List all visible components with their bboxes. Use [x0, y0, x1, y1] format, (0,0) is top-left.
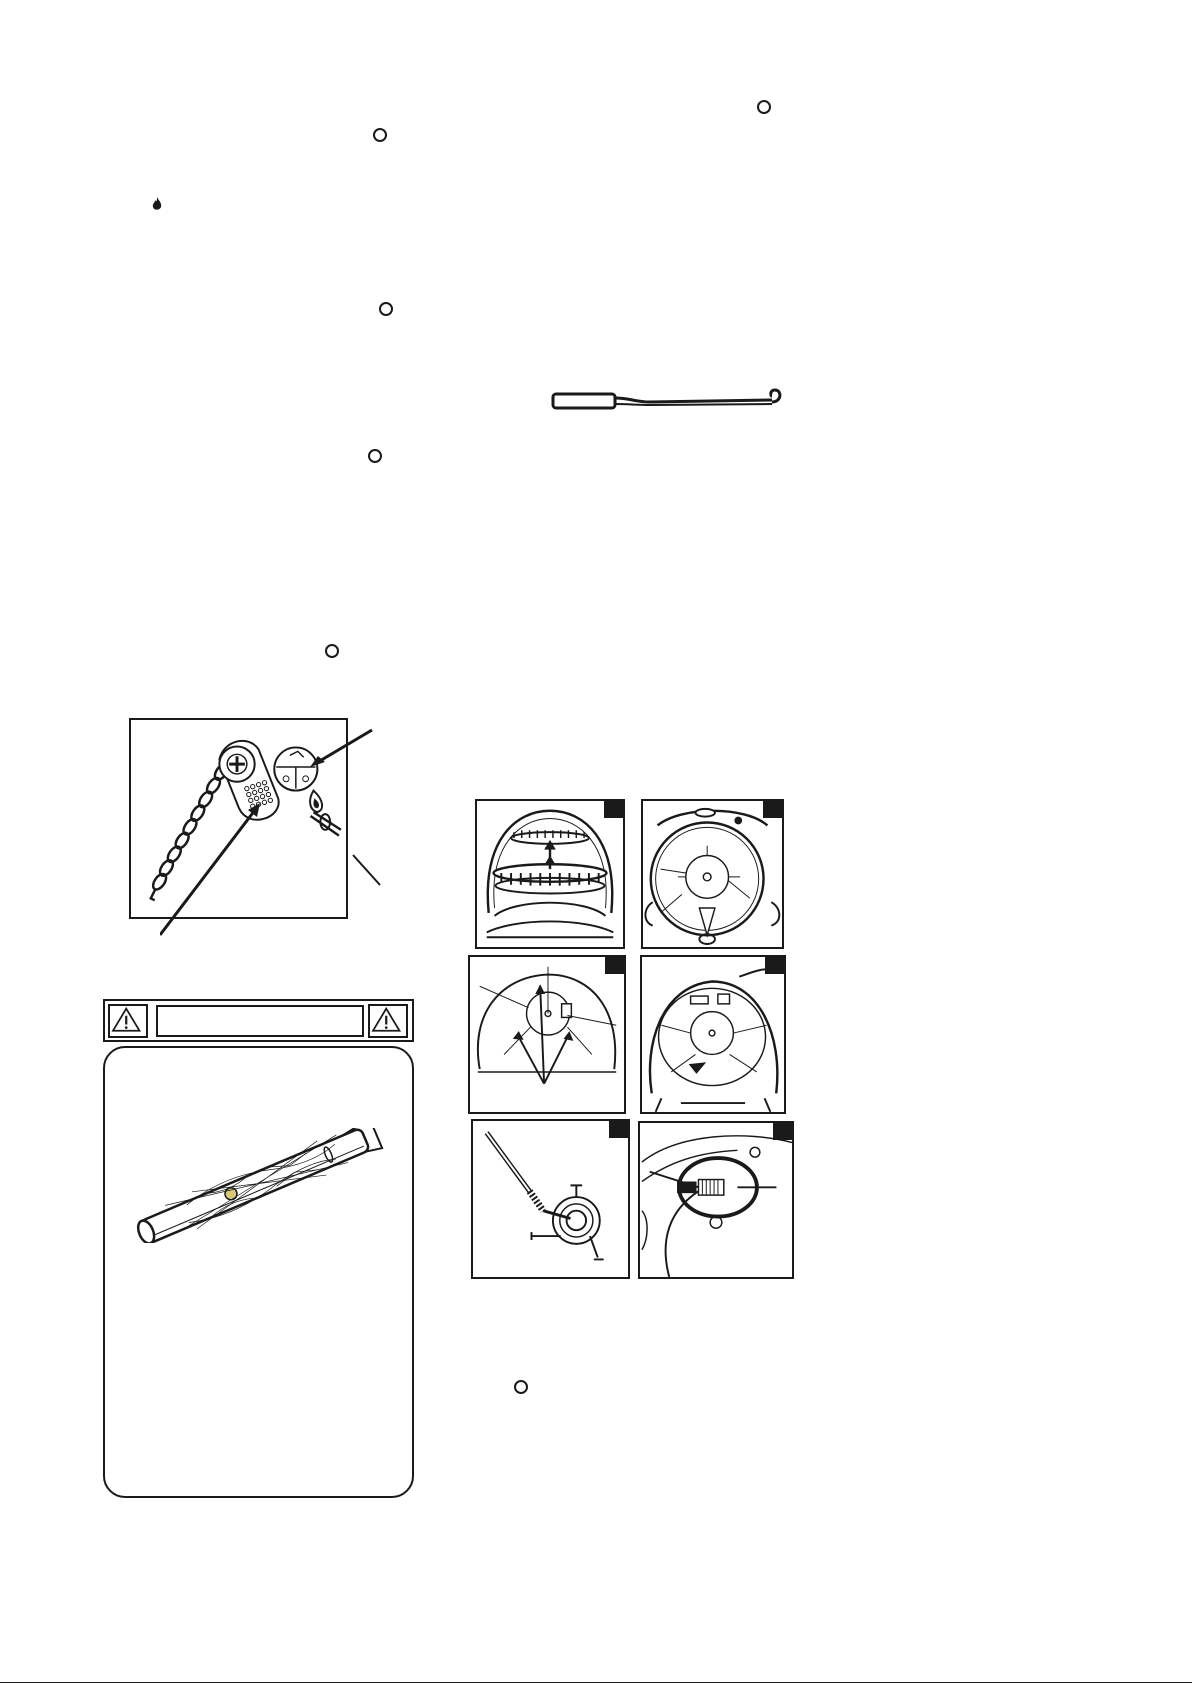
step-venturi-cleaning [471, 1119, 630, 1279]
step-number-tag [765, 957, 784, 974]
step-number-tag [763, 801, 782, 818]
lighting-rod-icon [550, 384, 786, 414]
step-number-tag [605, 957, 624, 974]
circle-icon [325, 644, 339, 658]
venturi-brush-icon [473, 1121, 628, 1277]
leader-lines [160, 720, 390, 940]
warning-triangle-icon [368, 1004, 408, 1038]
warning-label-box [156, 1005, 364, 1037]
burner-tube-spider-web-icon [125, 1128, 390, 1243]
burner-screws-icon [470, 957, 624, 1112]
page-bottom-rule [0, 1682, 1192, 1683]
valve-orifice-icon [640, 1123, 792, 1277]
step-burner-screws [468, 955, 626, 1114]
warning-triangle-icon [108, 1004, 148, 1038]
step-burner-assembly [640, 955, 786, 1114]
circle-icon [514, 1380, 528, 1394]
circle-icon [379, 302, 393, 316]
circle-icon [368, 449, 382, 463]
grill-open-lid-icon [643, 801, 782, 947]
grill-grates-icon [477, 801, 623, 947]
burner-assembly-icon [642, 957, 784, 1112]
step-grates-removal [475, 799, 625, 949]
burner-tube-panel [103, 1046, 414, 1498]
step-number-tag [604, 801, 623, 818]
step-number-tag [609, 1121, 628, 1138]
step-number-tag [773, 1123, 792, 1140]
circle-icon [757, 100, 771, 114]
step-open-lid [641, 799, 784, 949]
step-valve-orifice [638, 1121, 794, 1279]
circle-icon [373, 128, 387, 142]
warning-bar [103, 999, 414, 1042]
flame-icon [151, 196, 163, 212]
